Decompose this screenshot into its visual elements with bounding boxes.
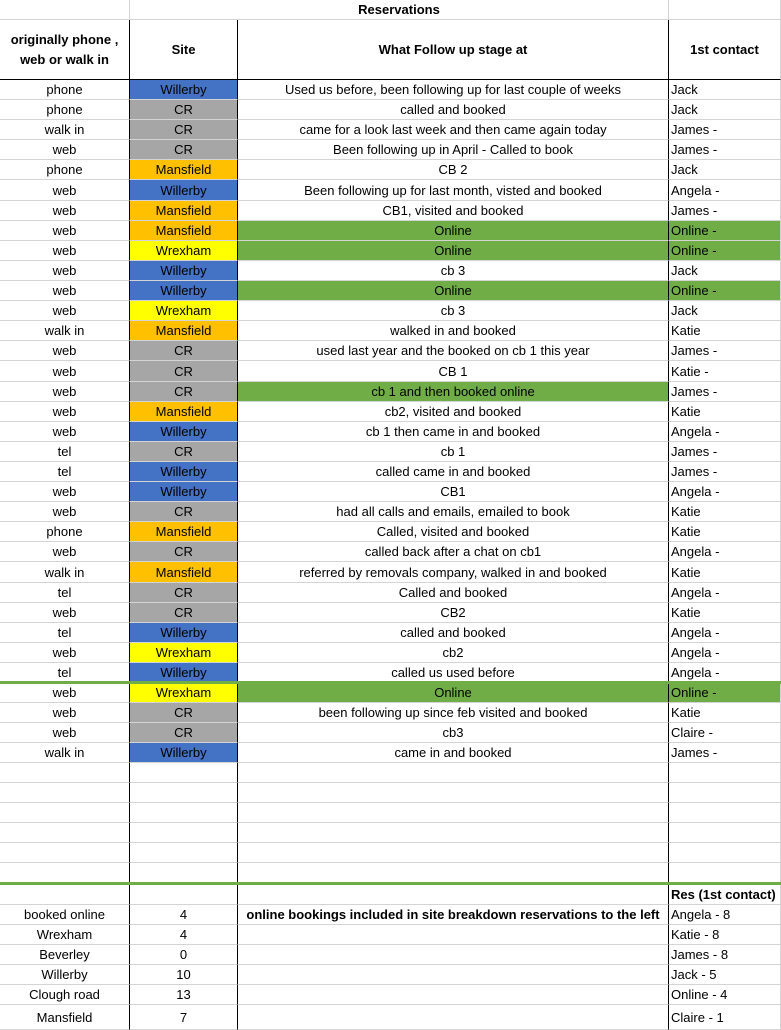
site-total-value[interactable]: 4 — [130, 905, 238, 925]
row-source-cell[interactable]: tel — [0, 442, 130, 462]
row-contact-cell[interactable]: Jack — [669, 261, 781, 281]
row-site-cell[interactable]: CR — [130, 583, 238, 603]
row-site-cell[interactable]: CR — [130, 341, 238, 361]
row-stage-cell[interactable]: CB1, visited and booked — [238, 201, 669, 221]
site-total-value[interactable]: 10 — [130, 965, 238, 985]
row-stage-cell[interactable]: referred by removals company, walked in and booked — [238, 562, 669, 583]
row-site-cell[interactable]: Willerby — [130, 422, 238, 442]
site-total-value[interactable]: 0 — [130, 945, 238, 965]
contact-total[interactable]: Angela - 8 — [669, 905, 781, 925]
row-source-cell[interactable]: walk in — [0, 562, 130, 583]
row-site-cell[interactable]: Willerby — [130, 261, 238, 281]
row-stage-cell[interactable]: called and booked — [238, 623, 669, 643]
contact-total[interactable]: Katie - 8 — [669, 925, 781, 945]
site-total-label[interactable]: booked online — [0, 905, 130, 925]
row-stage-cell[interactable]: walked in and booked — [238, 321, 669, 341]
empty-cell[interactable] — [0, 843, 130, 863]
row-stage-cell[interactable]: called and booked — [238, 100, 669, 120]
row-contact-cell[interactable]: Katie — [669, 502, 781, 522]
row-contact-cell[interactable]: Online - — [669, 281, 781, 301]
row-site-cell[interactable]: Wrexham — [130, 643, 238, 663]
header-contact[interactable]: 1st contact — [669, 20, 781, 80]
row-source-cell[interactable]: web — [0, 221, 130, 241]
site-total-label[interactable]: Willerby — [0, 965, 130, 985]
row-contact-cell[interactable]: Jack — [669, 301, 781, 321]
row-stage-cell[interactable]: Online — [238, 221, 669, 241]
empty-cell[interactable] — [669, 823, 781, 843]
row-contact-cell[interactable]: Angela - — [669, 482, 781, 502]
row-contact-cell[interactable]: James - — [669, 462, 781, 482]
empty-cell[interactable] — [669, 783, 781, 803]
row-contact-cell[interactable]: Katie - — [669, 361, 781, 382]
row-site-cell[interactable]: CR — [130, 603, 238, 623]
green-separator-line — [0, 681, 781, 684]
empty-cell[interactable] — [669, 863, 781, 883]
row-stage-cell[interactable]: cb 1 and then booked online — [238, 382, 669, 402]
row-source-cell[interactable]: tel — [0, 623, 130, 643]
sheet-title[interactable]: Reservations — [130, 0, 669, 20]
row-source-cell[interactable]: web — [0, 361, 130, 382]
row-contact-cell[interactable]: Online - — [669, 221, 781, 241]
summary-blank-cell[interactable] — [238, 985, 669, 1005]
row-stage-cell[interactable]: been following up since feb visited and booked — [238, 703, 669, 723]
title-blank-cell[interactable] — [0, 0, 130, 20]
row-site-cell[interactable]: CR — [130, 723, 238, 743]
row-source-cell[interactable]: web — [0, 542, 130, 562]
empty-cell[interactable] — [0, 783, 130, 803]
row-contact-cell[interactable]: Jack — [669, 80, 781, 100]
row-contact-cell[interactable]: Angela - — [669, 583, 781, 603]
online-bookings-note[interactable]: online bookings included in site breakdown reservations to the left — [238, 905, 669, 925]
empty-cell[interactable] — [130, 783, 238, 803]
empty-cell[interactable] — [0, 823, 130, 843]
row-source-cell[interactable]: tel — [0, 663, 130, 683]
summary-blank-cell[interactable] — [238, 885, 669, 905]
row-site-cell[interactable]: Mansfield — [130, 321, 238, 341]
row-source-cell[interactable]: phone — [0, 100, 130, 120]
row-stage-cell[interactable]: Called, visited and booked — [238, 522, 669, 542]
row-stage-cell[interactable]: Used us before, been following up for last couple of weeks — [238, 80, 669, 100]
empty-cell[interactable] — [130, 843, 238, 863]
row-contact-cell[interactable]: Katie — [669, 522, 781, 542]
row-stage-cell[interactable]: Online — [238, 683, 669, 703]
empty-cell[interactable] — [0, 803, 130, 823]
empty-cell[interactable] — [669, 803, 781, 823]
row-stage-cell[interactable]: came for a look last week and then came again today — [238, 120, 669, 140]
row-site-cell[interactable]: Wrexham — [130, 241, 238, 261]
row-site-cell[interactable]: CR — [130, 120, 238, 140]
empty-cell[interactable] — [238, 763, 669, 783]
row-stage-cell[interactable]: CB2 — [238, 603, 669, 623]
row-source-cell[interactable]: tel — [0, 462, 130, 482]
row-source-cell[interactable]: phone — [0, 522, 130, 542]
row-stage-cell[interactable]: CB1 — [238, 482, 669, 502]
empty-cell[interactable] — [130, 763, 238, 783]
row-stage-cell[interactable]: Online — [238, 241, 669, 261]
header-source[interactable]: originally phone , web or walk in — [0, 20, 130, 80]
empty-cell[interactable] — [238, 783, 669, 803]
row-site-cell[interactable]: CR — [130, 100, 238, 120]
row-source-cell[interactable]: phone — [0, 160, 130, 180]
row-contact-cell[interactable]: James - — [669, 442, 781, 462]
row-source-cell[interactable]: web — [0, 502, 130, 522]
row-site-cell[interactable]: CR — [130, 442, 238, 462]
site-total-value[interactable]: 13 — [130, 985, 238, 1005]
row-contact-cell[interactable]: Jack — [669, 100, 781, 120]
site-total-label[interactable]: Mansfield — [0, 1005, 130, 1030]
row-contact-cell[interactable]: Angela - — [669, 623, 781, 643]
row-stage-cell[interactable]: CB 2 — [238, 160, 669, 180]
row-site-cell[interactable]: Wrexham — [130, 683, 238, 703]
empty-cell[interactable] — [0, 863, 130, 883]
row-site-cell[interactable]: Willerby — [130, 180, 238, 201]
summary-blank-cell[interactable] — [0, 885, 130, 905]
row-contact-cell[interactable]: Katie — [669, 703, 781, 723]
row-stage-cell[interactable]: cb 3 — [238, 301, 669, 321]
row-site-cell[interactable]: Mansfield — [130, 522, 238, 542]
row-source-cell[interactable]: web — [0, 241, 130, 261]
row-source-cell[interactable]: walk in — [0, 120, 130, 140]
row-source-cell[interactable]: tel — [0, 583, 130, 603]
contact-total[interactable]: Online - 4 — [669, 985, 781, 1005]
row-site-cell[interactable]: CR — [130, 382, 238, 402]
row-source-cell[interactable]: web — [0, 723, 130, 743]
empty-cell[interactable] — [238, 843, 669, 863]
empty-cell[interactable] — [238, 803, 669, 823]
row-source-cell[interactable]: phone — [0, 80, 130, 100]
contact-total[interactable]: Claire - 1 — [669, 1005, 781, 1030]
row-stage-cell[interactable]: Online — [238, 281, 669, 301]
row-stage-cell[interactable]: came in and booked — [238, 743, 669, 763]
res-first-contact-header[interactable]: Res (1st contact) — [669, 885, 781, 905]
row-stage-cell[interactable]: called us used before — [238, 663, 669, 683]
summary-blank-cell[interactable] — [130, 885, 238, 905]
row-source-cell[interactable]: web — [0, 341, 130, 361]
row-source-cell[interactable]: web — [0, 683, 130, 703]
title-blank-cell-right[interactable] — [669, 0, 781, 20]
row-source-cell[interactable]: web — [0, 281, 130, 301]
row-source-cell[interactable]: web — [0, 301, 130, 321]
site-total-value[interactable]: 4 — [130, 925, 238, 945]
row-contact-cell[interactable]: Angela - — [669, 422, 781, 442]
row-site-cell[interactable]: Wrexham — [130, 301, 238, 321]
row-source-cell[interactable]: web — [0, 382, 130, 402]
row-source-cell[interactable]: web — [0, 180, 130, 201]
row-contact-cell[interactable]: Katie — [669, 603, 781, 623]
site-total-label[interactable]: Beverley — [0, 945, 130, 965]
row-stage-cell[interactable]: CB 1 — [238, 361, 669, 382]
row-site-cell[interactable]: Willerby — [130, 663, 238, 683]
row-site-cell[interactable]: Willerby — [130, 281, 238, 301]
row-source-cell[interactable]: web — [0, 603, 130, 623]
row-contact-cell[interactable]: Angela - — [669, 643, 781, 663]
row-contact-cell[interactable]: Katie — [669, 562, 781, 583]
row-contact-cell[interactable]: Online - — [669, 683, 781, 703]
row-contact-cell[interactable]: Angela - — [669, 542, 781, 562]
row-site-cell[interactable]: Mansfield — [130, 160, 238, 180]
empty-cell[interactable] — [130, 823, 238, 843]
row-contact-cell[interactable]: James - — [669, 341, 781, 361]
empty-cell[interactable] — [669, 843, 781, 863]
row-site-cell[interactable]: Mansfield — [130, 562, 238, 583]
row-site-cell[interactable]: CR — [130, 703, 238, 723]
row-contact-cell[interactable]: Online - — [669, 241, 781, 261]
row-source-cell[interactable]: web — [0, 482, 130, 502]
summary-blank-cell[interactable] — [238, 1005, 669, 1030]
site-total-value[interactable]: 7 — [130, 1005, 238, 1030]
summary-blank-cell[interactable] — [238, 945, 669, 965]
row-source-cell[interactable]: web — [0, 261, 130, 281]
row-source-cell[interactable]: web — [0, 140, 130, 160]
row-contact-cell[interactable]: Jack — [669, 160, 781, 180]
row-stage-cell[interactable]: cb 1 — [238, 442, 669, 462]
row-contact-cell[interactable]: James - — [669, 140, 781, 160]
row-contact-cell[interactable]: James - — [669, 743, 781, 763]
empty-cell[interactable] — [130, 863, 238, 883]
row-stage-cell[interactable]: called back after a chat on cb1 — [238, 542, 669, 562]
row-stage-cell[interactable]: Been following up for last month, visted and booked — [238, 180, 669, 201]
header-site[interactable]: Site — [130, 20, 238, 80]
row-site-cell[interactable]: Willerby — [130, 80, 238, 100]
contact-total[interactable]: James - 8 — [669, 945, 781, 965]
row-site-cell[interactable]: Willerby — [130, 462, 238, 482]
empty-cell[interactable] — [0, 763, 130, 783]
row-site-cell[interactable]: Willerby — [130, 482, 238, 502]
header-stage[interactable]: What Follow up stage at — [238, 20, 669, 80]
site-total-label[interactable]: Clough road — [0, 985, 130, 1005]
row-stage-cell[interactable]: cb2, visited and booked — [238, 402, 669, 422]
row-site-cell[interactable]: Willerby — [130, 743, 238, 763]
row-stage-cell[interactable]: cb3 — [238, 723, 669, 743]
row-stage-cell[interactable]: cb 3 — [238, 261, 669, 281]
row-stage-cell[interactable]: called came in and booked — [238, 462, 669, 482]
row-contact-cell[interactable]: James - — [669, 120, 781, 140]
row-site-cell[interactable]: Mansfield — [130, 201, 238, 221]
row-stage-cell[interactable]: cb 1 then came in and booked — [238, 422, 669, 442]
row-site-cell[interactable]: CR — [130, 361, 238, 382]
row-site-cell[interactable]: Willerby — [130, 623, 238, 643]
row-source-cell[interactable]: web — [0, 703, 130, 723]
summary-blank-cell[interactable] — [238, 925, 669, 945]
row-stage-cell[interactable]: Called and booked — [238, 583, 669, 603]
row-contact-cell[interactable]: Katie — [669, 402, 781, 422]
empty-cell[interactable] — [238, 863, 669, 883]
summary-blank-cell[interactable] — [238, 965, 669, 985]
row-stage-cell[interactable]: used last year and the booked on cb 1 this year — [238, 341, 669, 361]
row-site-cell[interactable]: Mansfield — [130, 402, 238, 422]
site-total-label[interactable]: Wrexham — [0, 925, 130, 945]
row-contact-cell[interactable]: Katie — [669, 321, 781, 341]
row-source-cell[interactable]: walk in — [0, 743, 130, 763]
row-site-cell[interactable]: CR — [130, 502, 238, 522]
empty-cell[interactable] — [238, 823, 669, 843]
row-source-cell[interactable]: web — [0, 643, 130, 663]
row-source-cell[interactable]: web — [0, 201, 130, 221]
row-contact-cell[interactable]: Angela - — [669, 180, 781, 201]
row-site-cell[interactable]: Mansfield — [130, 221, 238, 241]
row-site-cell[interactable]: CR — [130, 542, 238, 562]
row-contact-cell[interactable]: Claire - — [669, 723, 781, 743]
row-source-cell[interactable]: web — [0, 402, 130, 422]
row-contact-cell[interactable]: James - — [669, 382, 781, 402]
row-contact-cell[interactable]: Angela - — [669, 663, 781, 683]
empty-cell[interactable] — [130, 803, 238, 823]
row-stage-cell[interactable]: Been following up in April - Called to book — [238, 140, 669, 160]
row-stage-cell[interactable]: had all calls and emails, emailed to book — [238, 502, 669, 522]
empty-cell[interactable] — [669, 763, 781, 783]
row-stage-cell[interactable]: cb2 — [238, 643, 669, 663]
contact-total[interactable]: Jack - 5 — [669, 965, 781, 985]
row-site-cell[interactable]: CR — [130, 140, 238, 160]
row-contact-cell[interactable]: James - — [669, 201, 781, 221]
row-source-cell[interactable]: web — [0, 422, 130, 442]
row-source-cell[interactable]: walk in — [0, 321, 130, 341]
